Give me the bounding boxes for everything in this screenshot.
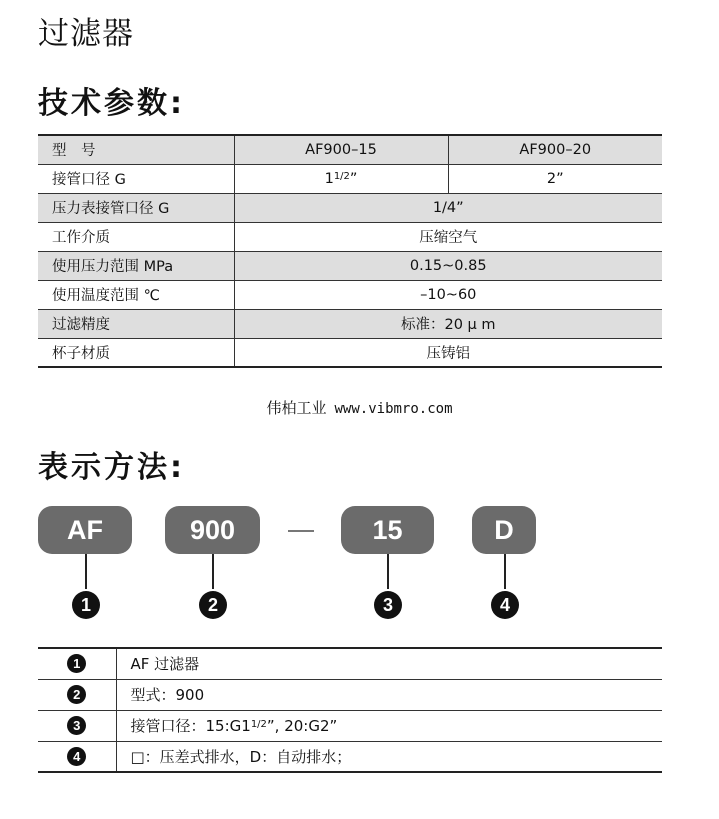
header-model-b: AF900–20 bbox=[448, 135, 662, 164]
code-dash bbox=[288, 530, 314, 532]
legend-number: 3 bbox=[67, 716, 86, 735]
legend-number: 2 bbox=[67, 685, 86, 704]
leader-line bbox=[504, 554, 506, 589]
table-row bbox=[38, 679, 662, 710]
spec-table bbox=[38, 134, 662, 368]
page-title: 过滤器 bbox=[38, 16, 134, 52]
row-value: 标准：20 μ m bbox=[234, 309, 662, 338]
code-box-series: AF bbox=[38, 506, 132, 554]
legend-table bbox=[38, 647, 662, 773]
watermark-text: 伟柏工业 bbox=[266, 399, 327, 417]
table-row bbox=[38, 741, 662, 772]
row-value: 压缩空气 bbox=[234, 222, 662, 251]
legend-desc: 型式：900 bbox=[116, 679, 662, 710]
legend-desc: AF 过滤器 bbox=[116, 648, 662, 679]
callout-number-2: 2 bbox=[199, 591, 227, 619]
row-label: 接管口径 G bbox=[38, 164, 234, 193]
table-row bbox=[38, 309, 662, 338]
legend-number: 4 bbox=[67, 747, 86, 766]
watermark bbox=[0, 397, 719, 418]
table-row bbox=[38, 338, 662, 367]
legend-number: 1 bbox=[67, 654, 86, 673]
row-label: 压力表接管口径 G bbox=[38, 193, 234, 222]
leader-line bbox=[85, 554, 87, 589]
table-row bbox=[38, 193, 662, 222]
header-label: 型 号 bbox=[38, 135, 234, 164]
row-value: 压铸铝 bbox=[234, 338, 662, 367]
leader-line bbox=[212, 554, 214, 589]
row-label: 杯子材质 bbox=[38, 338, 234, 367]
port-size-b: 2” bbox=[448, 164, 662, 193]
table-row bbox=[38, 710, 662, 741]
callout-number-4: 4 bbox=[491, 591, 519, 619]
watermark-url: www.vibmro.com bbox=[334, 401, 453, 417]
table-row bbox=[38, 648, 662, 679]
table-row bbox=[38, 280, 662, 309]
leader-line bbox=[387, 554, 389, 589]
code-box-port: 15 bbox=[341, 506, 434, 554]
port-size-a: $1^{1/2}$” bbox=[234, 164, 448, 193]
table-row bbox=[38, 164, 662, 193]
legend-desc: □：压差式排水，D：自动排水； bbox=[116, 741, 662, 772]
row-value: –10~60 bbox=[234, 280, 662, 309]
spec-heading: 技术参数: bbox=[38, 86, 185, 121]
table-row bbox=[38, 251, 662, 280]
code-heading: 表示方法: bbox=[38, 450, 185, 485]
callout-number-3: 3 bbox=[374, 591, 402, 619]
row-label: 过滤精度 bbox=[38, 309, 234, 338]
row-label: 使用压力范围 MPa bbox=[38, 251, 234, 280]
code-box-drain: D bbox=[472, 506, 536, 554]
header-model-a: AF900–15 bbox=[234, 135, 448, 164]
row-label: 工作介质 bbox=[38, 222, 234, 251]
callout-number-1: 1 bbox=[72, 591, 100, 619]
table-header-row bbox=[38, 135, 662, 164]
table-row bbox=[38, 222, 662, 251]
row-value: 1/4” bbox=[234, 193, 662, 222]
code-box-type: 900 bbox=[165, 506, 260, 554]
row-label: 使用温度范围 ℃ bbox=[38, 280, 234, 309]
legend-desc: 接管口径：$15:G1^{1/2}$”, 20:G2” bbox=[116, 710, 662, 741]
row-value: 0.15~0.85 bbox=[234, 251, 662, 280]
